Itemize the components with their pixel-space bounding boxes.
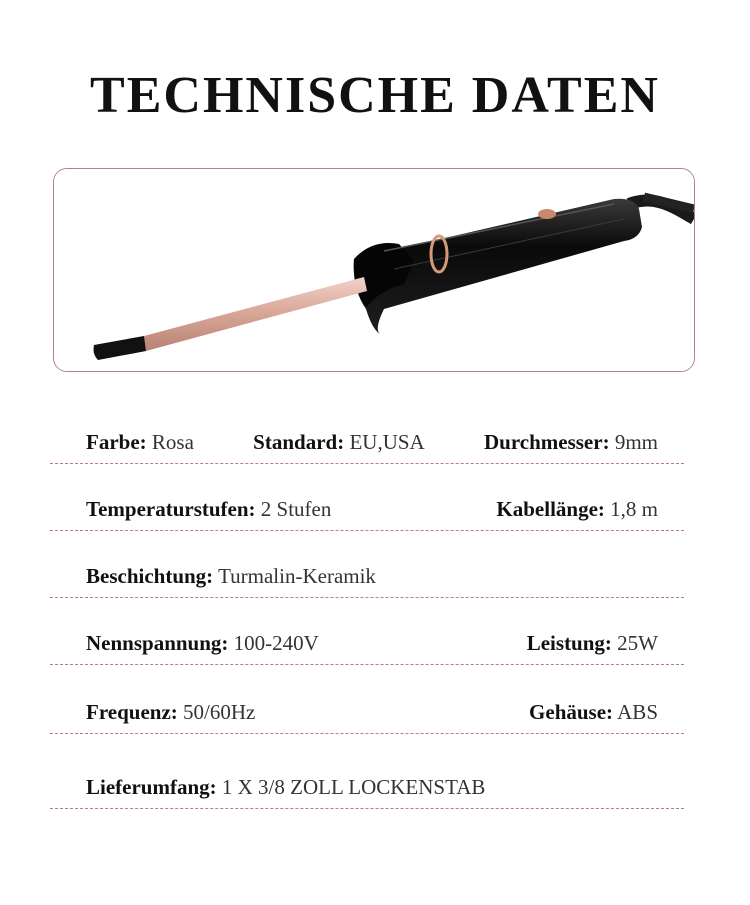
spec-row-6 (50, 748, 684, 809)
spec-housing: Gehäuse: ABS (529, 700, 658, 724)
spec-diameter: Durchmesser: 9mm (483, 430, 658, 454)
curling-iron-image (54, 169, 694, 371)
spec-temperature-levels: Temperaturstufen: 2 Stufen (86, 497, 332, 521)
spec-scope-of-delivery: Lieferumfang: 1 X 3/8 ZOLL LOCKENSTAB (86, 775, 486, 799)
spec-row-2 (50, 470, 684, 531)
spec-cable-length: Kabellänge: 1,8 m (496, 497, 658, 521)
spec-coating: Beschichtung: Turmalin-Keramik (86, 564, 376, 588)
spec-row-1 (50, 403, 684, 464)
spec-row-5 (50, 673, 684, 734)
product-image-frame (53, 168, 695, 372)
spec-standard: Standard: EU,USA (253, 430, 425, 454)
spec-rated-voltage: Nennspannung: 100-240V (86, 631, 319, 655)
spec-row-3 (50, 537, 684, 598)
page-title: TECHNISCHE DATEN (90, 67, 660, 124)
spec-frequency: Frequenz: 50/60Hz (86, 700, 256, 724)
spec-color: Farbe: Rosa (86, 430, 194, 454)
spec-row-4 (50, 604, 684, 665)
spec-power: Leistung: 25W (526, 631, 658, 655)
